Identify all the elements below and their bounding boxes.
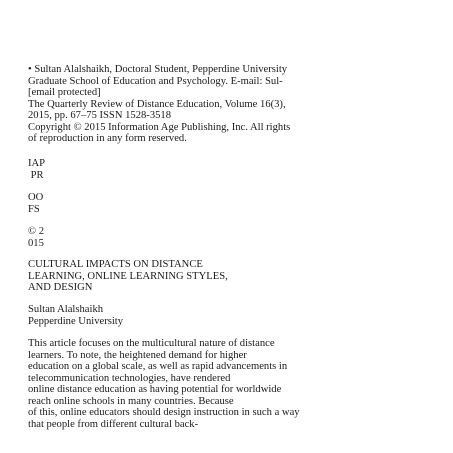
abstract-line-5: online distance education as having potential for worldwide xyxy=(28,384,282,395)
copyright-line-1: Copyright © 2015 Information Age Publishing, Inc. All rights xyxy=(28,121,291,133)
author-note-line-2: Graduate School of Education and Psychology. E-mail: Sul- xyxy=(28,75,283,87)
watermark-line-3: OO xyxy=(28,192,44,203)
article-title-line-1: CULTURAL IMPACTS ON DISTANCE xyxy=(28,259,203,270)
abstract-line-2: learners. To note, the heightened demand for higher xyxy=(28,349,247,361)
copyright-line-2: of reproduction in any form reserved. xyxy=(28,133,187,144)
abstract-line-3: education on a global scale, as well as rapid advancements in xyxy=(28,361,288,372)
abstract-line-4: telecommunication technologies, have rendered xyxy=(28,372,231,384)
author-note-line-1: • Sultan Alalshaikh, Doctoral Student, Pepperdine University xyxy=(28,64,288,75)
watermark-line-6: 015 xyxy=(28,237,44,249)
abstract-line-8: that people from different cultural back- xyxy=(28,418,199,430)
watermark-line-4: FS xyxy=(28,203,40,215)
article-title-line-3: AND DESIGN xyxy=(28,282,93,293)
journal-citation-line-1: The Quarterly Review of Distance Education, Volume 16(3), xyxy=(28,98,286,110)
abstract-line-1: This article focuses on the multicultural nature of distance xyxy=(28,338,275,349)
author-note-line-3: [email protected] xyxy=(28,87,101,98)
watermark-line-5: © 2 xyxy=(28,226,44,237)
journal-citation-line-2: 2015, pp. 67–75 ISSN 1528-3518 xyxy=(28,110,172,121)
watermark-line-1: IAP xyxy=(28,158,46,169)
article-author: Sultan Alalshaikh xyxy=(28,304,104,315)
watermark-line-2: PR xyxy=(28,169,44,181)
article-affiliation: Pepperdine University xyxy=(28,315,124,327)
abstract-line-6: reach online schools in many countries. Because xyxy=(28,395,234,407)
abstract-line-7: of this, online educators should design instruction in such a way xyxy=(28,407,300,418)
article-title-line-2: LEARNING, ONLINE LEARNING STYLES, xyxy=(28,270,228,282)
